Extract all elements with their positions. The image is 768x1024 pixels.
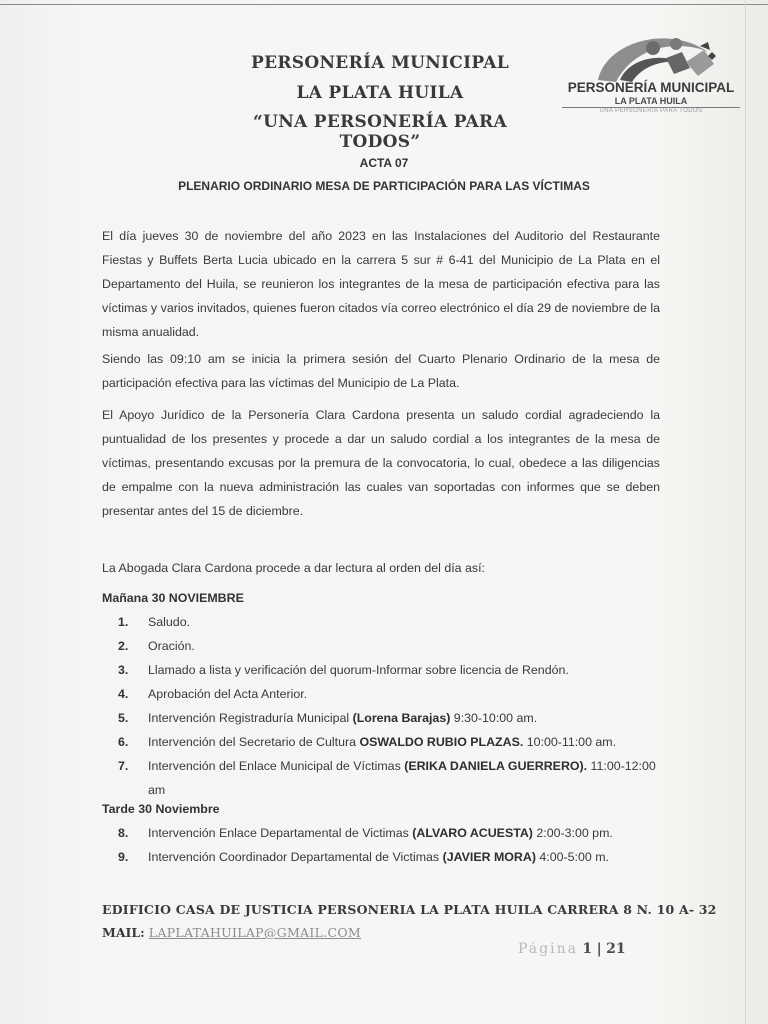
item-text: Llamado a lista y verificación del quorum-Informar sobre licencia de Rendón. (148, 663, 569, 677)
page-separator: | (596, 941, 602, 957)
list-item (118, 706, 663, 730)
mail-label: MAIL: (102, 925, 145, 940)
email-link[interactable]: LAPLATAHUILAP@GMAIL.COM (148, 925, 361, 940)
list-item (118, 682, 663, 706)
list-item (118, 754, 663, 802)
item-text: Intervención Enlace Departamental de Victimas (ALVARO ACUESTA) 2:00-3:00 pm. (148, 826, 613, 840)
header-title-line2: LA PLATA HUILA (296, 83, 464, 103)
item-number: 9. (118, 850, 129, 864)
afternoon-agenda-list (118, 821, 663, 869)
item-number: 4. (118, 687, 129, 701)
item-text: Intervención Registraduría Municipal (Lorena Barajas) 9:30-10:00 am. (148, 711, 538, 725)
paragraph-intro: El día jueves 30 de noviembre del año 2023 en las Instalaciones del Auditorio del Restaurante Fiestas y Buffets Berta Lucia ubicado en la carrera 5 sur # 6-41 del Municipio de La Plata en el Departamento del Huila, se reunieron los integrantes de la mesa de participación efectiva para las víctimas y varios invitados, quienes fueron citados vía correo electrónico el día 29 de noviembre de la misma anualidad. (102, 229, 660, 339)
list-item (118, 730, 663, 754)
item-text: Intervención del Secretario de Cultura OSWALDO RUBIO PLAZAS. 10:00-11:00 am. (148, 735, 617, 749)
header-title-line3: “UNA PERSONERÍA PARA TODOS” (253, 112, 507, 152)
page-word: Página (518, 941, 578, 957)
logo-name: PERSONERÍA MUNICIPAL (567, 80, 735, 95)
list-item (118, 658, 663, 682)
paragraph-agenda-intro: La Abogada Clara Cardona procede a dar lectura al orden del día así: (102, 561, 485, 575)
list-item (118, 845, 663, 869)
top-rule (0, 4, 768, 5)
item-number: 6. (118, 735, 129, 749)
item-number: 1. (118, 615, 129, 629)
paragraph-session-start: Siendo las 09:10 am se inicia la primera sesión del Cuarto Plenario Ordinario de la mesa de participación efectiva para las víctimas del Municipio de La Plata. (102, 352, 660, 390)
list-item (118, 634, 663, 658)
page-current: 1 (582, 941, 593, 957)
acta-number: ACTA 07 (359, 156, 409, 170)
logo-tagline: UNA PERSONERIA PARA TODOS (599, 108, 703, 114)
afternoon-heading: Tarde 30 Noviembre (102, 802, 220, 816)
item-number: 2. (118, 639, 129, 653)
morning-agenda-list (118, 610, 663, 802)
footer-address: EDIFICIO CASA DE JUSTICIA PERSONERIA LA PLATA HUILA CARRERA 8 N. 10 A- 32 (102, 902, 717, 917)
list-item (118, 821, 663, 845)
item-text: Intervención del Enlace Municipal de Víctimas (ERIKA DANIELA GUERRERO). 11:00-12:00 am (148, 759, 656, 797)
item-text: Aprobación del Acta Anterior. (148, 687, 308, 701)
logo-subtitle: LA PLATA HUILA (614, 96, 688, 106)
page-total: 21 (606, 941, 626, 957)
item-number: 5. (118, 711, 129, 725)
page-edge (745, 0, 746, 1024)
list-item (118, 610, 663, 634)
item-text: Oración. (148, 639, 195, 653)
paragraph-greeting: El Apoyo Jurídico de la Personería Clara Cardona presenta un saludo cordial agradeciendo la puntualidad de los presentes y procede a dar un saludo cordial a los integrantes de la mesa de víctimas, presentando excusas por la premura de la convocatoria, lo cual, obedece a las diligencias de empalme con la nueva administración las cuales van soportadas con informes que se deben presentar antes del 15 de diciembre. (102, 408, 660, 518)
item-number: 7. (118, 759, 129, 773)
header-title-line1: PERSONERÍA MUNICIPAL (251, 53, 509, 73)
footer-mail (102, 925, 361, 940)
item-text: Intervención Coordinador Departamental de Victimas (JAVIER MORA) 4:00-5:00 m. (148, 850, 609, 864)
item-number: 8. (118, 826, 129, 840)
item-number: 3. (118, 663, 129, 677)
item-text: Saludo. (148, 615, 191, 629)
page-number (518, 941, 626, 957)
document-subtitle: PLENARIO ORDINARIO MESA DE PARTICIPACIÓN PARA LAS VÍCTIMAS (178, 179, 590, 193)
morning-heading: Mañana 30 NOVIEMBRE (102, 591, 244, 605)
